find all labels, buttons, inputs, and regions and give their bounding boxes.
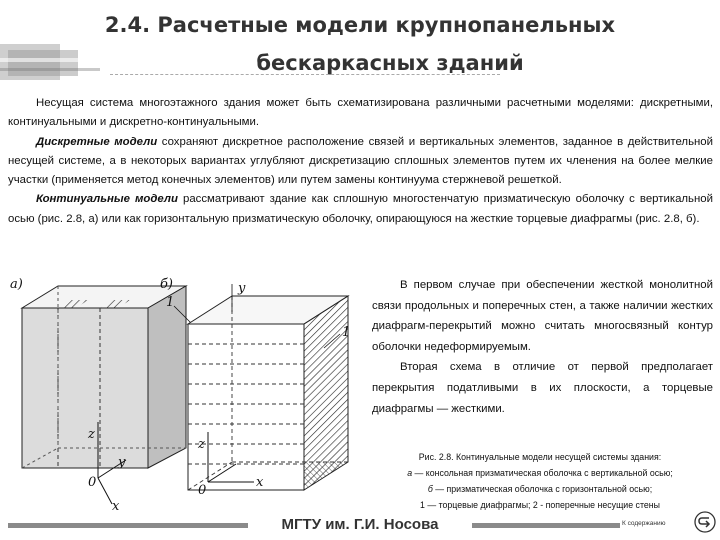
axis-x-b: x [256, 475, 264, 490]
paragraph-2 [8, 133, 713, 191]
slide-title [0, 6, 720, 82]
footer-bar-right [472, 523, 620, 528]
caption-b-marker: б [427, 484, 433, 494]
figure-caption [360, 449, 720, 513]
footer-university: МГТУ им. Г.И. Носова [281, 516, 439, 533]
axis-z-b: z [198, 437, 205, 452]
term-continual: Континуальные модели [36, 193, 178, 206]
caption-b-text: — призматическая оболочка с горизонтальной осью; [432, 484, 653, 494]
axis-0-a: 0 [88, 475, 97, 490]
model-b-horizontal-shell [160, 277, 350, 498]
axis-y-b: y [238, 281, 246, 296]
paragraph-3 [8, 190, 713, 229]
return-arrow-icon[interactable] [694, 511, 716, 533]
figure-2-8 [8, 272, 368, 512]
toc-link[interactable]: К содержанию [622, 520, 666, 527]
paragraph-2-text: сохраняют дискретное расположение связей и вертикальных элементов, заданное в действительной несущей системе, а в некоторых вариантах углубляют дискретизацию сплошных элементов путем их членения на более мелкие участки (применяется метод конечных элементов) или путем замены континуума стержневой решеткой. [8, 135, 713, 187]
caption-line-2 [360, 465, 720, 481]
caption-line-1: Рис. 2.8. Континуальные модели несущей системы здания: [418, 452, 662, 462]
caption-a-text: — консольная призматическая оболочка с вертикальной осью; [412, 468, 673, 478]
model-a-vertical-shell [10, 277, 186, 512]
title-underline [110, 74, 500, 76]
axis-0-b: 0 [198, 483, 207, 498]
axis-z-a: z [88, 427, 95, 442]
caption-line-4: 1 — торцевые диафрагмы; 2 - поперечные несущие стены [420, 500, 660, 510]
paragraph-1: Несущая система многоэтажного здания может быть схематизирована различными расчетными моделями: дискретными, континуальными и дискретно-континуальными. [8, 97, 713, 129]
side-text [372, 275, 713, 419]
caption-line-3 [360, 481, 720, 497]
paragraph-3-text: рассматривают здание как сплошную многостенчатую призматическую оболочку с вертикальной осью (рис. 2.8, а) или как горизонтальную призматическую оболочку, опирающуюся на жесткие торцевые диафрагмы (рис. 2.8, б). [8, 193, 713, 225]
paragraph-5: Вторая схема в отличие от первой предполагает перекрытия податливыми в их плоскости, а торцевые диафрагмы — жесткими. [372, 361, 713, 415]
title-line-1: 2.4. Расчетные модели крупнопанельных [104, 13, 616, 37]
title-line-2: бескаркасных зданий [256, 51, 524, 75]
label-a: а) [10, 277, 23, 292]
footer-bar-left [8, 523, 248, 528]
caption-a-marker: а [407, 468, 413, 478]
term-discrete: Дискретные модели [36, 135, 158, 148]
label-b: б) [160, 277, 174, 292]
axis-x-a: x [112, 499, 120, 512]
label-1-top: 1 [166, 295, 175, 310]
label-1-right: 1 [342, 325, 351, 340]
body-text [8, 94, 713, 229]
corner-decoration [0, 40, 100, 84]
axis-y-a: y [118, 455, 126, 470]
paragraph-4: В первом случае при обеспечении жесткой монолитной связи продольных и поперечных стен, а также наличии жестких диафрагм-перекрытий можно считать многосвязный контур оболочки недеформируемым. [372, 279, 713, 353]
